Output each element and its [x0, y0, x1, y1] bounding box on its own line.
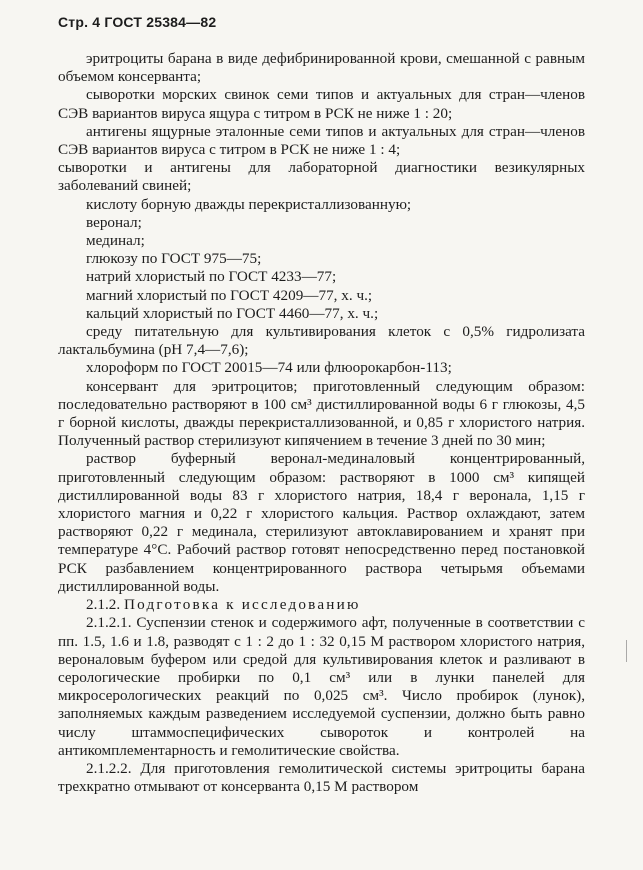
paragraph: кислоту борную дважды перекристаллизованную; — [86, 195, 412, 213]
section-title: Подготовка к исследованию — [123, 596, 361, 614]
paragraph: хлороформ по ГОСТ 20015—74 или флюорокарбон-113; — [86, 359, 452, 377]
paragraph: антигены ящурные эталонные семи типов и актуальных для стран—членов СЭВ вариантов вируса с титром в РСК не ниже 1 : 4; — [58, 122, 585, 159]
paragraph: веронал; — [86, 213, 142, 231]
scan-mark — [626, 640, 629, 662]
paragraph: 2.1.2.1. Суспензии стенок и содержимого афт, полученные в соответствии с пп. 1.5, 1.6 и 1.8, разводят с 1 : 2 до 1 : 32 0,15 М раствором хлористого натрия, вероналовым буфером или средой для культивирования клеток и разливают в серологические пробирки по 0,1 см³ или в лунки панелей для микросерологических реакций по 0,025 см³. Число пробирок (лунок), заполняемых каждым разведением исследуемой суспензии, должно быть равно числу штаммоспецифических сывороток и контролей на антикомплементарность и гемолитические свойства. — [58, 614, 585, 759]
paragraph: консервант для эритроцитов; приготовленный следующим образом: последовательно растворяют в 100 см³ дистиллированной воды 6 г глюкозы, 4,5 г борной кислоты, дважды перекристаллизованной, и 0,85 г хлористого натрия. Полученный раствор стерилизуют кипячением в течение 3 дней по 30 мин; — [58, 377, 585, 450]
paragraph: сыворотки и антигены для лабораторной диагностики везикулярных заболеваний свиней; — [58, 159, 585, 195]
paragraph: глюкозу по ГОСТ 975—75; — [86, 250, 262, 268]
paragraph: натрий хлористый по ГОСТ 4233—77; — [86, 268, 337, 286]
paragraph: раствор буферный веронал-мединаловый концентрированный, приготовленный следующим образом: растворяют в 1000 см³ кипящей дистиллированной воды 83 г хлористого натрия, 18,4 г веронала, 1,15 г хлористого магния и 0,22 г хлористого кальция. Раствор охлаждают, затем растворяют 0,22 г мединала, стерилизуют автоклавированием и хранят при температуре 4°С. Рабочий раствор готовят непосредственно перед постановкой РСК разбавлением концентрированного раствора четырьмя объемами дистиллированной воды. — [58, 450, 585, 595]
paragraph: 2.1.2.2. Для приготовления гемолитической системы эритроциты барана трехкратно отмывают от консерванта 0,15 М раствором — [58, 759, 585, 796]
paragraph: кальций хлористый по ГОСТ 4460—77, х. ч.; — [86, 304, 379, 322]
document-body — [58, 50, 585, 796]
paragraph: мединал; — [86, 232, 145, 250]
page-header: Стр. 4 ГОСТ 25384—82 — [58, 14, 217, 30]
section-number: 2.1.2. — [86, 596, 121, 614]
section-heading — [58, 596, 585, 614]
paragraph: эритроциты барана в виде дефибринированной крови, смешанной с равным объемом консерванта; — [58, 50, 585, 86]
paragraph: сыворотки морских свинок семи типов и актуальных для стран—членов СЭВ вариантов вируса ящура с титром в РСК не ниже 1 : 20; — [58, 86, 585, 122]
paragraph: магний хлористый по ГОСТ 4209—77, х. ч.; — [86, 286, 373, 304]
paragraph: среду питательную для культивирования клеток с 0,5% гидролизата лактальбумина (рН 7,4—7,6); — [58, 323, 585, 359]
